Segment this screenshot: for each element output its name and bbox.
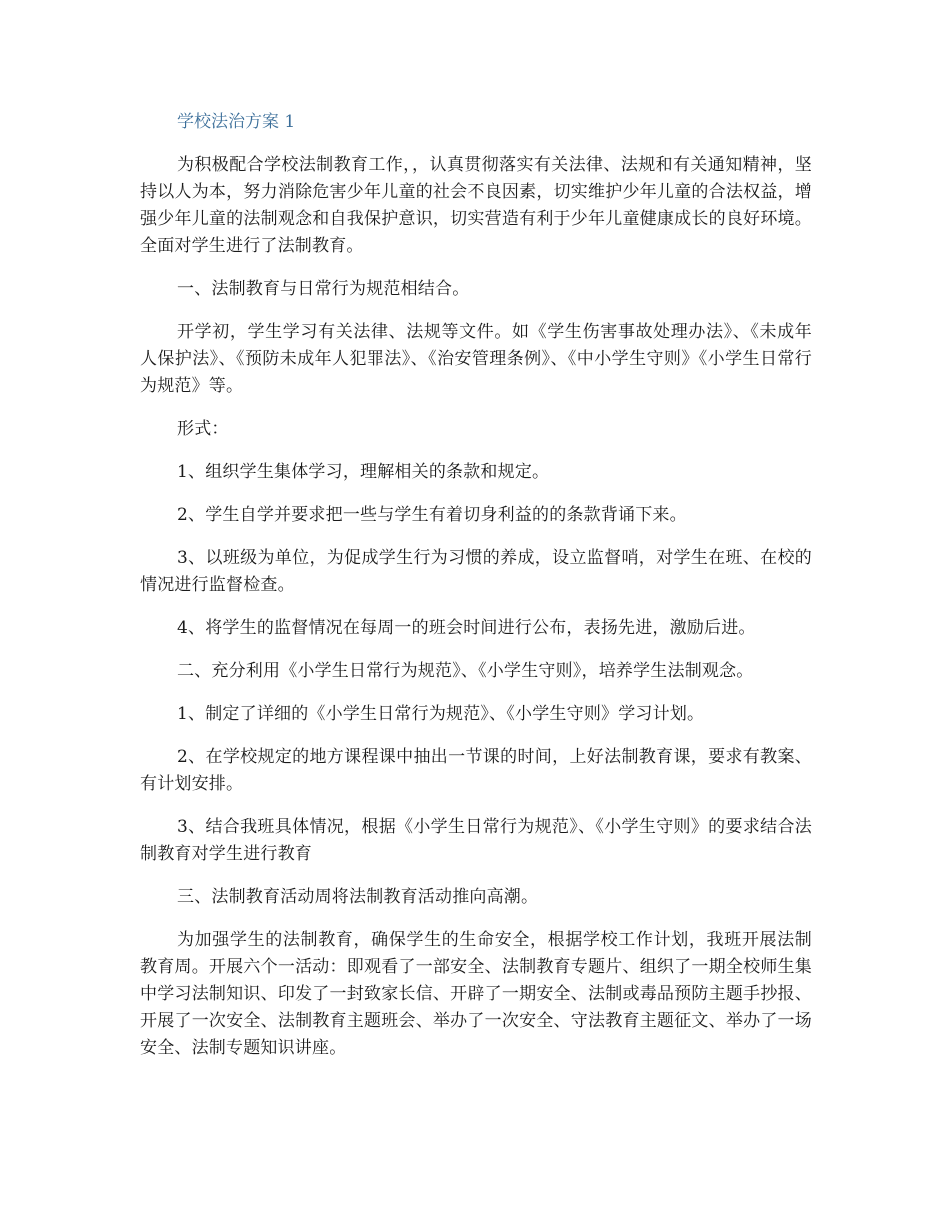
document-page — [140, 108, 812, 1078]
list-item: 4、将学生的监督情况在每周一的班会时间进行公布，表扬先进，激励后进。 — [177, 618, 756, 638]
paragraph-activities: 为加强学生的法制教育，确保学生的生命安全，根据学校工作计划，我班开展法制教育周。开展六个一活动：即观看了一部安全、法制教育专题片、组织了一期全校师生集中学习法制知识、印发了一封致家长信、开辟了一期安全、法制或毒品预防主题手抄报、开展了一次安全、法制教育主题班会、举办了一次安全、守法教育主题征文、举办了一场安全、法制专题知识讲座。 — [140, 930, 812, 1058]
list-item: 2、学生自学并要求把一些与学生有着切身利益的的条款背诵下来。 — [177, 505, 687, 525]
paragraph-intro: 为积极配合学校法制教育工作，，认真贯彻落实有关法律、法规和有关通知精神，坚持以人为本，努力消除危害少年儿童的社会不良因素，切实维护少年儿童的合法权益，增强少年儿童的法制观念和自我保护意识，切实营造有利于少年儿童健康成长的良好环境。全面对学生进行了法制教育。 — [140, 155, 812, 256]
section-heading-2: 二、充分利用《小学生日常行为规范》、《小学生守则》，培养学生法制观念。 — [177, 661, 754, 681]
paragraph-format-label: 形式： — [177, 419, 229, 439]
document-title: 学校法治方案 1 — [177, 112, 296, 132]
list-item: 2、在学校规定的地方课程课中抽出一节课的时间，上好法制教育课，要求有教案、有计划安排。 — [140, 747, 812, 794]
section-heading-1: 一、法制教育与日常行为规范相结合。 — [177, 279, 470, 299]
section-heading-3: 三、法制教育活动周将法制教育活动推向高潮。 — [177, 887, 539, 907]
list-item: 3、结合我班具体情况，根据《小学生日常行为规范》、《小学生守则》的要求结合法制教育对学生进行教育 — [140, 817, 812, 864]
list-item: 1、组织学生集体学习，理解相关的条款和规定。 — [177, 462, 550, 482]
list-item: 3、以班级为单位，为促成学生行为习惯的养成，设立监督哨，对学生在班、在校的情况进行监督检查。 — [140, 548, 812, 595]
list-item: 1、制定了详细的《小学生日常行为规范》、《小学生守则》学习计划。 — [177, 704, 705, 724]
paragraph-documents: 开学初，学生学习有关法律、法规等文件。如《学生伤害事故处理办法》、《未成年人保护法》、《预防未成年人犯罪法》、《治安管理条例》、《中小学生守则》《小学生日常行为规范》等。 — [140, 322, 812, 396]
